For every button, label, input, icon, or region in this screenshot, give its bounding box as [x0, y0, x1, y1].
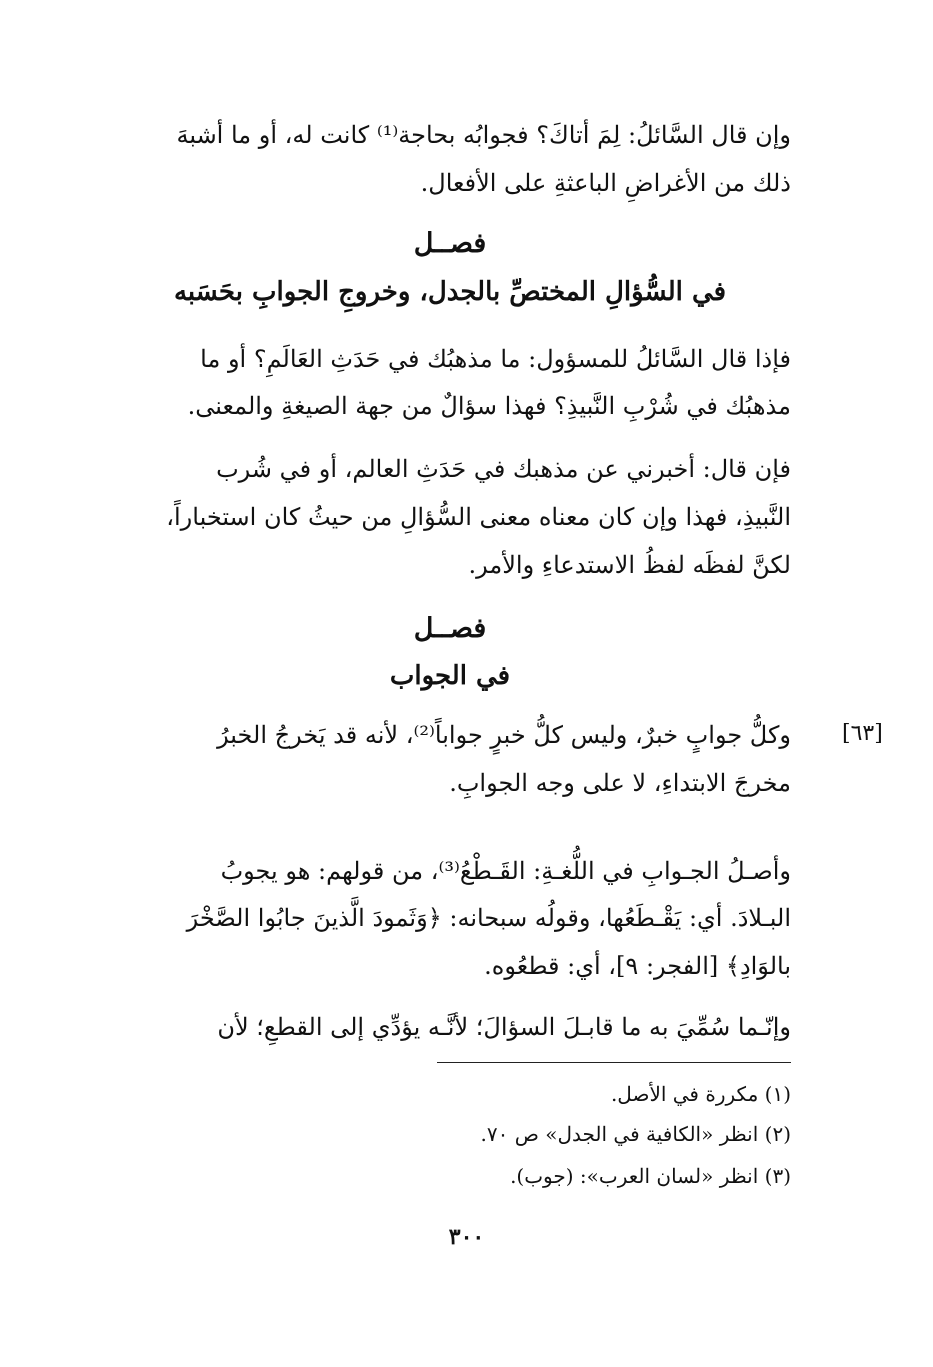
section-2-title: فصــل — [413, 613, 487, 644]
section-1-subtitle: في السُّؤالِ المختصِّ بالجدل، وخروجِ الجوابِ بحَسَبه — [173, 277, 727, 307]
paragraph-5-line-1: وأصـلُ الجـوابِ في اللُّغـةِ: القَـطْعُ⁽³⁾، من قولهم: هو يجوبُ — [220, 857, 791, 885]
paragraph-3-line-1: فإن قال: أخبرني عن مذهبك في حَدَثِ العالم، أو في شُرب — [216, 455, 791, 483]
footnote-3: (٣) انظر «لسان العرب»: (جوب). — [510, 1164, 791, 1188]
paragraph-4-line-1: وكلُّ جوابٍ خبرٌ، وليس كلُّ خبرٍ جواباً⁽²⁾، لأنه قد يَخرجُ الخبرُ — [217, 721, 791, 749]
paragraph-1-line-2: ذلك من الأغراضِ الباعثةِ على الأفعال. — [420, 169, 791, 197]
paragraph-1-line-1: وإن قال السَّائلُ: لِمَ أتاكَ؟ فجوابُه بحاجة⁽¹⁾ كانت له، أو ما أشبهَ — [176, 121, 791, 149]
paragraph-3-line-3: لكنَّ لفظَه لفظُ الاستدعاءِ والأمر. — [468, 551, 791, 579]
page-number: ٣٠٠ — [448, 1224, 485, 1250]
footnote-1: (١) مكررة في الأصل. — [610, 1082, 791, 1106]
section-1-title: فصــل — [413, 228, 487, 259]
section-2-subtitle: في الجواب — [389, 661, 511, 691]
margin-reference-number: [٦٣] — [842, 721, 883, 746]
paragraph-2-line-2: مذهبُك في شُرْبِ النَّبيذِ؟ فهذا سؤالٌ من جهة الصيغةِ والمعنى. — [187, 392, 791, 420]
footnote-2: (٢) انظر «الكافية في الجدل» ص ٧٠. — [480, 1122, 791, 1146]
paragraph-2-line-1: فإذا قال السَّائلُ للمسؤول: ما مذهبُك في حَدَثِ العَالَمِ؟ أو ما — [200, 345, 791, 373]
paragraph-3-line-2: النَّبيذِ، فهذا وإن كان معناه معنى السُّؤالِ من حيثُ كان استخباراً، — [166, 503, 791, 531]
paragraph-6-line-1: وإنّـما سُمِّيَ به ما قابـلَ السؤالَ؛ لأنَّـه يؤدِّي إلى القطعِ؛ لأن — [217, 1013, 791, 1041]
footnote-separator — [437, 1062, 791, 1063]
paragraph-5-line-3: بالوَادِ﴾ [الفجر: ٩]، أي: قطعُوه. — [484, 952, 791, 980]
paragraph-4-line-2: مخرجَ الابتداءِ، لا على وجه الجوابِ. — [449, 769, 791, 797]
paragraph-5-line-2: البـلادَ. أي: يَقْـطَعُها، وقولُه سبحانه: ﴿وَثَمودَ الَّذينَ جابُوا الصَّخْرَ — [186, 904, 791, 932]
